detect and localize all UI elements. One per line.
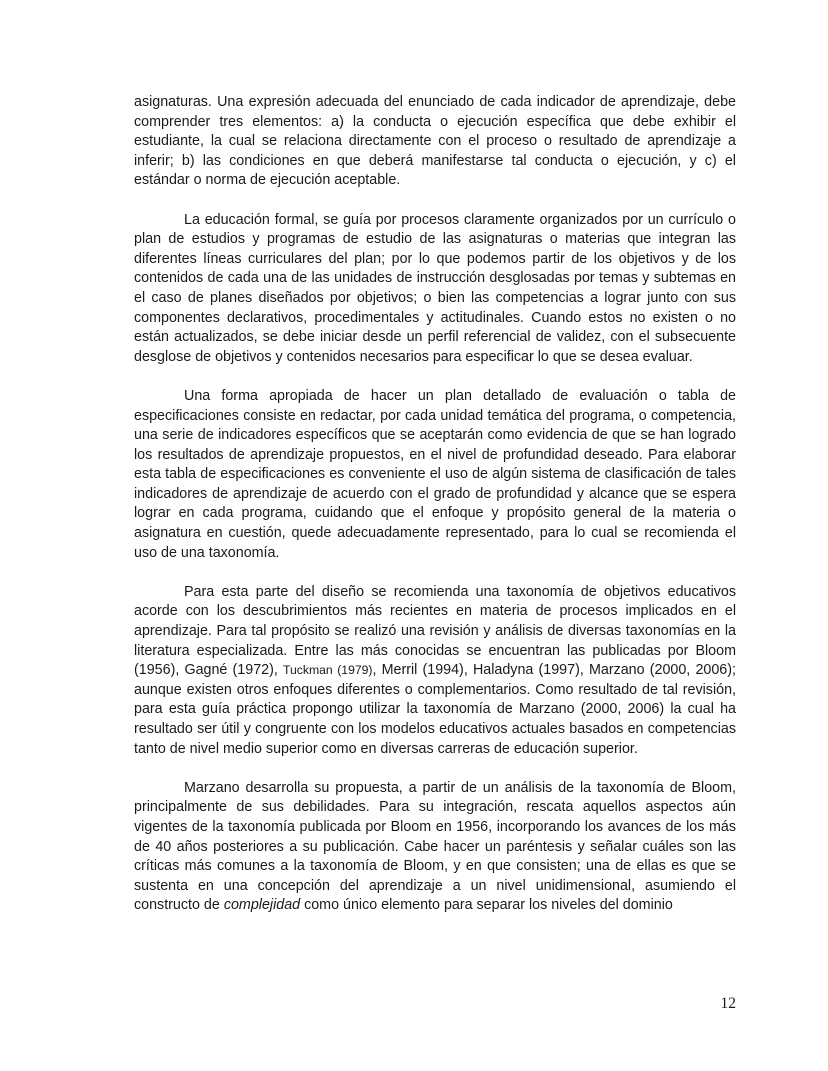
body-text — [134, 93, 736, 936]
paragraph-4 — [134, 583, 736, 759]
page-number: 12 — [720, 995, 736, 1012]
paragraph-5-part-2: como único elemento para separar los niveles del dominio — [300, 897, 673, 914]
paragraph-4-part-2: , Merril (1994), Haladyna (1997), Marzano (2000, 2006); aunque existen otros enfoques diferentes o complementarios. Como resultado de tal revisión, para esta guía práctica propongo utilizar la taxonomía de Marzano (2000, 2006) la cual ha resultado ser útil y congruente con los modelos educativos actuales basados en competencias tanto de nivel medio superior como en diversas carreras de educación superior. — [134, 662, 736, 757]
emphasis-complejidad: complejidad — [223, 897, 301, 914]
citation-tuckman: Tuckman (1979) — [283, 663, 373, 678]
paragraph-2: La educación formal, se guía por procesos claramente organizados por un currículo o plan de estudios y programas de estudio de las asignaturas o materias que integran las diferentes líneas curriculares del plan; por lo que podemos partir de los objetivos y de los contenidos de cada una de las unidades de instrucción desglosadas por temas y subtemas en el caso de planes diseñados por objetivos; o bien las competencias a lograr junto con sus componentes declarativos, procedimentales y actitudinales. Cuando estos no existen o no están actualizados, se debe iniciar desde un perfil referencial de validez, con el subsecuente desglose de objetivos y contenidos necesarios para especificar lo que se desea evaluar. — [134, 211, 736, 365]
paragraph-5-part-1: Marzano desarrolla su propuesta, a partir de un análisis de la taxonomía de Bloom, principalmente de sus debilidades. Para su integración, rescata aquellos aspectos aún vigentes de la taxonomía publicada por Bloom en 1956, incorporando los avances de los más de 40 años posteriores a su publicación. Cabe hacer un paréntesis y señalar cuáles son las críticas más comunes a la taxonomía de Bloom, y en que consisten; una de ellas es que se sustenta en una concepción del aprendizaje a un nivel unidimensional, asumiendo el constructo de — [134, 779, 736, 914]
paragraph-3: Una forma apropiada de hacer un plan detallado de evaluación o tabla de especificaciones consiste en redactar, por cada unidad temática del programa, o competencia, una serie de indicadores específicos que se aceptarán como evidencia de que se han logrado los resultados de aprendizaje propuestos, en el nivel de profundidad deseado. Para elaborar esta tabla de especificaciones es conveniente el uso de algún sistema de clasificación de tales indicadores de aprendizaje de acuerdo con el grado de profundidad y alcance que se espera lograr en cada programa, cuidando que el enfoque y propósito general de la materia o asignatura en cuestión, quede adecuadamente representado, para lo cual se recomienda el uso de una taxonomía. — [134, 387, 736, 561]
paragraph-1: asignaturas. Una expresión adecuada del enunciado de cada indicador de aprendizaje, debe comprender tres elementos: a) la conducta o ejecución específica que debe exhibir el estudiante, la cual se relaciona directamente con el proceso o resultado de aprendizaje a inferir; b) las condiciones en que deberá manifestarse tal conducta o ejecución, y c) el estándar o norma de ejecución aceptable. — [134, 94, 736, 189]
paragraph-4-part-1: Para esta parte del diseño se recomienda una taxonomía de objetivos educativos acorde con los descubrimientos más recientes en materia de procesos implicados en el aprendizaje. Para tal propósito se realizó una revisión y análisis de diversas taxonomías en la literatura especializada. Entre las más conocidas se encuentran las publicadas por Bloom (1956), Gagné (1972), — [134, 583, 736, 679]
paragraph-5 — [134, 779, 736, 916]
